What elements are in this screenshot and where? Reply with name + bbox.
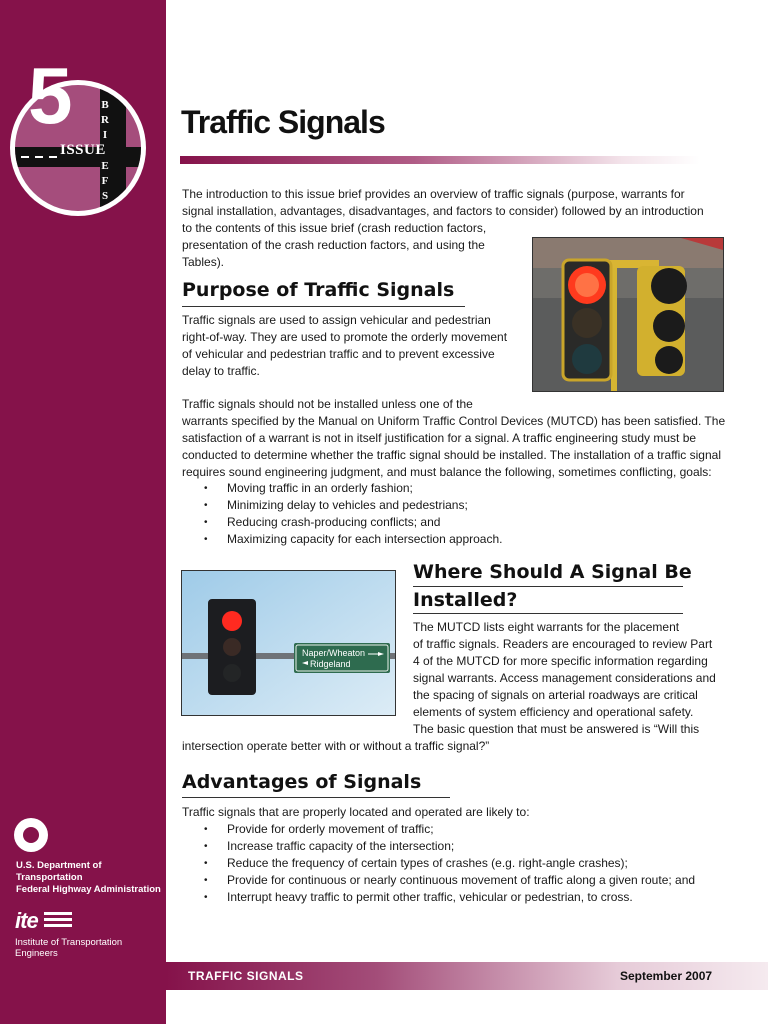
text-line: The MUTCD lists eight warrants for the placement	[413, 620, 680, 634]
text-line: The basic question that must be answered is “Will this	[413, 722, 700, 736]
briefs-letter: E	[101, 160, 109, 172]
briefs-letter: I	[102, 129, 108, 141]
heading-underline	[413, 613, 683, 614]
sidebar	[0, 0, 166, 1024]
sign-line1: Naper/Wheaton	[302, 648, 366, 658]
text-line: signal warrants. Access management considerations and	[413, 671, 716, 685]
text-line: elements of system efficiency and operational safety.	[413, 705, 694, 719]
text-line: requires sound engineering judgment, and must balance the following, sometimes conflicting, goals:	[182, 465, 712, 479]
dot-logo-icon	[14, 818, 48, 852]
section-heading-advantages: Advantages of Signals	[182, 771, 422, 793]
text-line: Traffic signals should not be installed unless one of the	[182, 397, 473, 411]
intro-line: presentation of the crash reduction factors, and using the	[182, 238, 485, 252]
text-line: the spacing of signals on arterial roadways are critical	[413, 688, 698, 702]
page-title: Traffic Signals	[181, 104, 385, 140]
list-item: • Interrupt heavy traffic to permit other traffic, vehicular or pedestrian, to cross.	[182, 889, 695, 906]
ite-name: Institute of Transportation Engineers	[15, 937, 123, 959]
briefs-letter: R	[101, 114, 109, 126]
footer-section-label: TRAFFIC SIGNALS	[188, 969, 304, 983]
traffic-signal-photo	[532, 237, 724, 392]
text-line: of traffic signals. Readers are encouraged to review Part	[413, 637, 713, 651]
ite-lines-icon	[44, 912, 72, 930]
text-line: satisfaction of a warrant is not in itself justification for a signal. A traffic engineering study must be	[182, 431, 697, 445]
title-gradient-bar	[180, 156, 700, 164]
footer-date: September 2007	[620, 969, 713, 983]
road-dash	[35, 156, 43, 158]
dot-agency-line2: Federal Highway Administration	[16, 884, 161, 895]
where-paragraph-last-line: intersection operate better with or without a traffic signal?”	[182, 739, 490, 753]
list-item: • Reducing crash-producing conflicts; and	[182, 514, 502, 531]
advantages-list	[182, 821, 695, 906]
text-line: conducted to determine whether the traffic signal should be installed. The installation of a traffic signal	[182, 448, 721, 462]
list-item: • Reduce the frequency of certain types of crashes (e.g. right-angle crashes);	[182, 855, 695, 872]
text-line: Traffic signals are used to assign vehicular and pedestrian	[182, 313, 491, 327]
list-item: • Minimizing delay to vehicles and pedestrians;	[182, 497, 502, 514]
purpose-paragraph-1	[182, 312, 522, 380]
briefs-letter: B	[101, 99, 109, 111]
briefs-letter: S	[101, 190, 109, 202]
text-line: delay to traffic.	[182, 364, 260, 378]
list-item: • Maximizing capacity for each intersection approach.	[182, 531, 502, 548]
issue-number: 5	[28, 51, 71, 140]
issue-label: ISSUE	[60, 142, 106, 158]
intro-line: signal installation, advantages, disadvantages, and factors to consider) followed by an introduction	[182, 204, 704, 218]
heading-underline	[182, 797, 450, 798]
section-heading-where-line2: Installed?	[413, 589, 518, 611]
signal-with-street-sign-photo	[181, 570, 396, 716]
ite-logo-mark: ite	[15, 908, 38, 933]
text-line: of vehicular and pedestrian traffic and to prevent excessive	[182, 347, 495, 361]
road-dash	[49, 156, 57, 158]
heading-underline	[413, 586, 683, 587]
list-item: • Provide for continuous or nearly continuous movement of traffic along a given route; and	[182, 872, 695, 889]
advantages-intro: Traffic signals that are properly located and operated are likely to:	[182, 805, 530, 819]
dot-agency	[16, 860, 166, 896]
intro-line: Tables).	[182, 255, 225, 269]
briefs-letter: F	[101, 175, 109, 187]
list-item: • Provide for orderly movement of traffic;	[182, 821, 695, 838]
sign-line2: Ridgeland	[310, 659, 351, 669]
list-item: • Moving traffic in an orderly fashion;	[182, 480, 502, 497]
goals-list	[182, 480, 502, 548]
text-line: right-of-way. They are used to promote the orderly movement	[182, 330, 508, 344]
intro-line: to the contents of this issue brief (crash reduction factors,	[182, 221, 487, 235]
intro-line: The introduction to this issue brief provides an overview of traffic signals (purpose, warrants for	[182, 187, 685, 201]
section-heading-purpose: Purpose of Traffic Signals	[182, 279, 455, 301]
dot-agency-line1: U.S. Department of Transportation	[16, 860, 102, 883]
road-dash	[21, 156, 29, 158]
signal-photo-graphic	[182, 571, 395, 715]
heading-underline	[182, 306, 465, 307]
text-line: warrants specified by the Manual on Uniform Traffic Control Devices (MUTCD) has been satisfied. The	[182, 414, 726, 428]
list-item: • Increase traffic capacity of the intersection;	[182, 838, 695, 855]
section-heading-where-line1: Where Should A Signal Be	[413, 561, 692, 583]
where-paragraph	[413, 619, 723, 738]
traffic-signal-photo-graphic	[533, 238, 723, 391]
purpose-paragraph-2	[182, 396, 742, 481]
text-line: 4 of the MUTCD for more specific information regarding	[413, 654, 708, 668]
